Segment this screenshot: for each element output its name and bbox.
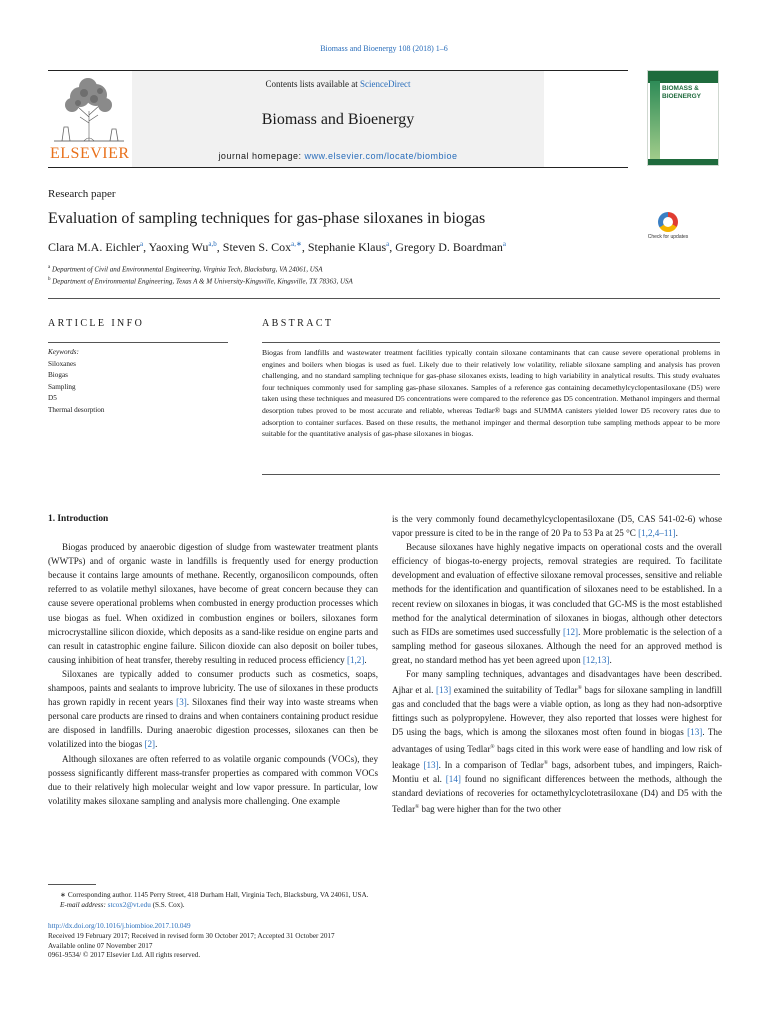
header-divider xyxy=(48,298,720,299)
body-column-left xyxy=(48,512,378,808)
body-paragraph: Although siloxanes are often referred to as volatile organic compounds (VOCs), they possess significantly different mass-transfer properties as compared with common VOCs due to their relatively high molecular weight and low vapor pressure. In particular, low volatility makes siloxane sampling and analysis more challenging. One example xyxy=(48,753,378,806)
body-paragraph: Because siloxanes have highly negative impacts on operational costs and the overall efficiency of biogas-to-energy projects, removal strategies are required. To facilitate development and evaluation of effective siloxane removal processes, sensitive and reliable methods for the identification and quantification of siloxanes need to be established. In a recent review on siloxanes in biogas, it was concluded that GC-MS is the most established method for the analytical determination of siloxanes in biogas, although other detectors such as FIDs are sometimes used successfully [12]. More problematic is the selection of a sampling method for gaseous siloxanes. Although the need for an approved method is great, no standard method has yet been agreed upon [12,13]. xyxy=(392,542,722,665)
article-info-heading: ARTICLE INFO xyxy=(48,318,145,329)
body-column-right xyxy=(392,512,722,816)
body-paragraph: is the very commonly found decamethylcyclopentasiloxane (D5, CAS 541-02-6) whose vapor pressure is cited to be in the range of 20 Pa to 53 Pa at 25 °C [1,2,4–11]. xyxy=(392,514,722,539)
paper-type: Research paper xyxy=(48,188,116,200)
author-separator: , xyxy=(216,240,223,254)
registered-mark: ® xyxy=(415,803,420,810)
keywords-block xyxy=(48,342,228,417)
email-suffix: (S.S. Cox). xyxy=(150,901,185,909)
body-paragraph: Siloxanes are typically added to consumer products such as cosmetics, soaps, shampoos, paints and sealants to improve lubricity. The use of siloxanes in these products has grown rapidly in recent years [3]. Siloxanes find their way into waste streams when personal care products are rinsed to drains and when containers containing product residue are disposed in landfills. During anaerobic digestion processes, siloxanes can then be volatilized into the biogas [2]. xyxy=(48,668,378,750)
cover-title xyxy=(662,85,701,100)
citation-link[interactable]: [12,13] xyxy=(582,654,610,665)
elsevier-wordmark: ELSEVIER xyxy=(50,145,130,162)
available-online-date: Available online 07 November 2017 xyxy=(48,941,153,950)
check-for-updates-button[interactable] xyxy=(646,212,690,248)
abstract-heading: ABSTRACT xyxy=(262,318,334,329)
author-separator: , xyxy=(301,240,308,254)
keywords-label: Keywords: xyxy=(48,348,79,356)
check-updates-icon-center xyxy=(663,217,673,227)
affiliation-mark: b xyxy=(48,277,51,282)
author-affiliation-mark[interactable]: a xyxy=(386,240,390,248)
homepage-link[interactable]: www.elsevier.com/locate/biombioe xyxy=(304,151,458,161)
contents-prefix: Contents lists available at xyxy=(265,79,360,89)
citation-link[interactable]: [1,2] xyxy=(346,654,365,665)
citation-link[interactable]: [14] xyxy=(445,773,461,784)
cover-title-line-1: BIOMASS & xyxy=(662,85,699,92)
affiliation-text: Department of Environmental Engineering, Texas A & M University-Kingsville, Kingsville, TX 78363, USA xyxy=(52,277,353,286)
footnote-mark: ∗ xyxy=(60,891,67,899)
registered-mark: ® xyxy=(490,743,495,750)
affiliation-text: Department of Civil and Environmental Engineering, Virginia Tech, Blacksburg, VA 24061, USA xyxy=(51,265,323,274)
email-label: E-mail address: xyxy=(60,901,108,909)
author-name[interactable]: Gregory D. Boardman xyxy=(395,240,503,254)
abstract-text: Biogas from landfills and wastewater treatment facilities typically contain siloxane contaminants that can cause severe operational problems in engines and boilers when biogas is used as fuel. Likely due to their relatively low volatility, reliable siloxane sampling and analysis has proven challenging, and no standard sampling technique for gas-phase siloxanes exists, leading to high variability in analytical results. This study evaluates four techniques commonly used for sampling gas-phase siloxanes. Samples of a reference gas containing decamethylcyclopentasiloxane (D5) were taken using these techniques and measured D5 concentrations were compared to the reference gas D5 concentration. Methanol impingers and thermal desorption tubes proved to be most accurate and reliable, whereas Tedlar® bags and SUMMA canisters yielded lower D5 recovery rates due to adsorption to container surfaces. Based on these results, the methanol impinger and thermal desorption tube sampling methods appear to be more suitable for the quantitative analysis of gas-phase siloxanes in biogas. xyxy=(262,342,720,440)
registered-mark: ® xyxy=(577,685,582,692)
sciencedirect-link[interactable]: ScienceDirect xyxy=(360,79,411,89)
journal-title[interactable]: Biomass and Bioenergy xyxy=(261,111,415,128)
abstract-bottom-rule xyxy=(262,474,720,475)
author-affiliation-mark[interactable]: a xyxy=(502,240,507,248)
keyword-item: Thermal desorption xyxy=(48,405,105,414)
check-updates-label: Check for updates xyxy=(647,234,689,240)
citation-link[interactable]: [12] xyxy=(562,626,579,637)
author-affiliation-mark[interactable]: a,b xyxy=(208,240,217,248)
doi-link[interactable]: http://dx.doi.org/10.1016/j.biombioe.2017.10.049 xyxy=(48,922,191,930)
citation-link[interactable]: [13] xyxy=(436,685,452,696)
author-list xyxy=(48,240,648,255)
journal-banner xyxy=(132,71,544,167)
journal-homepage xyxy=(132,151,544,161)
body-paragraph: For many sampling techniques, advantages and disadvantages have been described. Ajhar et al. [13] examined the suitability of Tedlar® bags for siloxane sampling in landfill gas and concluded that the bags were a viable option, as long as they had non-adsorptive fittings such as polypropylene. However, they also reported that losses were highest for D5 using the bags, which is among the siloxanes most often found in biogas [13]. The advantages of using Tedlar® bags cited in this work were ease of handling and low risk of leakage [13]. In a comparison of Tedlar® bags, adsorbent tubes, and impingers, Raich-Montiu et al. [14] found no significant differences between the methods, although the standard deviations of recoveries for octamethylcyclotetrasiloxane (D4) and D5 with the Tedlar® bag were higher than for the two other xyxy=(392,669,723,814)
footnote-text: Corresponding author. 1145 Perry Street, 418 Durham Hall, Virginia Tech, Blacksburg, VA 24061, USA. xyxy=(67,891,369,899)
cover-leaf-stripe xyxy=(650,81,660,165)
elsevier-tree-icon xyxy=(50,77,128,143)
author-name[interactable]: Stephanie Klaus xyxy=(307,240,387,254)
citation-link[interactable]: [2] xyxy=(144,739,156,750)
author-name[interactable]: Clara M.A. Eichler xyxy=(48,240,140,254)
citation-link[interactable]: [1,2,4–11] xyxy=(638,528,676,539)
corresponding-author-footnote xyxy=(60,890,368,899)
homepage-label: journal homepage: xyxy=(218,151,305,161)
journal-cover-image[interactable] xyxy=(647,70,719,166)
section-heading-introduction: 1. Introduction xyxy=(48,514,109,524)
email-footnote xyxy=(60,901,185,909)
affiliation-mark: a xyxy=(48,265,51,270)
contents-line xyxy=(132,79,544,89)
footnote-rule xyxy=(48,884,96,885)
author-name[interactable]: Yaoxing Wu xyxy=(148,240,209,254)
copyright-line: 0961-9534/ © 2017 Elsevier Ltd. All rights reserved. xyxy=(48,951,201,960)
cover-bottom-band xyxy=(648,159,719,165)
keyword-item: Biogas xyxy=(48,371,68,380)
citation-link[interactable]: [13] xyxy=(687,727,703,738)
author-separator: , xyxy=(389,240,396,254)
email-link[interactable]: stcox2@vt.edu xyxy=(107,901,151,909)
masthead xyxy=(48,70,628,168)
affiliation-a xyxy=(48,265,323,273)
paper-title: Evaluation of sampling techniques for gas-phase siloxanes in biogas xyxy=(48,210,486,227)
journal-reference[interactable]: Biomass and Bioenergy 108 (2018) 1–6 xyxy=(320,44,448,53)
author-affiliation-mark[interactable]: a,∗ xyxy=(291,240,302,248)
citation-link[interactable]: [13] xyxy=(423,759,439,770)
registered-mark: ® xyxy=(543,759,549,766)
elsevier-logo[interactable] xyxy=(50,77,128,165)
keyword-item: D5 xyxy=(48,394,57,403)
publication-info xyxy=(48,922,335,961)
cover-title-line-2: BIOENERGY xyxy=(662,92,702,100)
author-name[interactable]: Steven S. Cox xyxy=(222,240,292,254)
affiliation-b xyxy=(48,277,353,285)
citation-link[interactable]: [3] xyxy=(176,697,187,708)
author-affiliation-mark[interactable]: a xyxy=(139,240,144,248)
body-paragraph: Biogas produced by anaerobic digestion of sludge from wastewater treatment plants (WWTPs) and of organic waste in landfills is frequently used for energy production because it contains large amounts of methane. Recently, organosilicon compounds, often referred to as volatile methyl siloxanes, have become of great concern because they can cause severe operational problems when combusted in energy production processes which use biogas as fuel. When oxidized in combustion engines or boilers, siloxanes form microcrystalline silicon dioxide, which deposits as a sand-like residue on engine parts and can result in catastrophic engine failure. Silicon dioxide can also deposit on boiler tubes, causing inhibition of heat transfer, thereby resulting in reduced process efficiency [1,2]. xyxy=(48,542,378,665)
keyword-item: Sampling xyxy=(48,382,76,391)
author-separator: , xyxy=(143,240,149,254)
keyword-item: Siloxanes xyxy=(48,359,76,368)
received-dates: Received 19 February 2017; Received in revised form 30 October 2017; Accepted 31 October 2017 xyxy=(48,931,335,940)
